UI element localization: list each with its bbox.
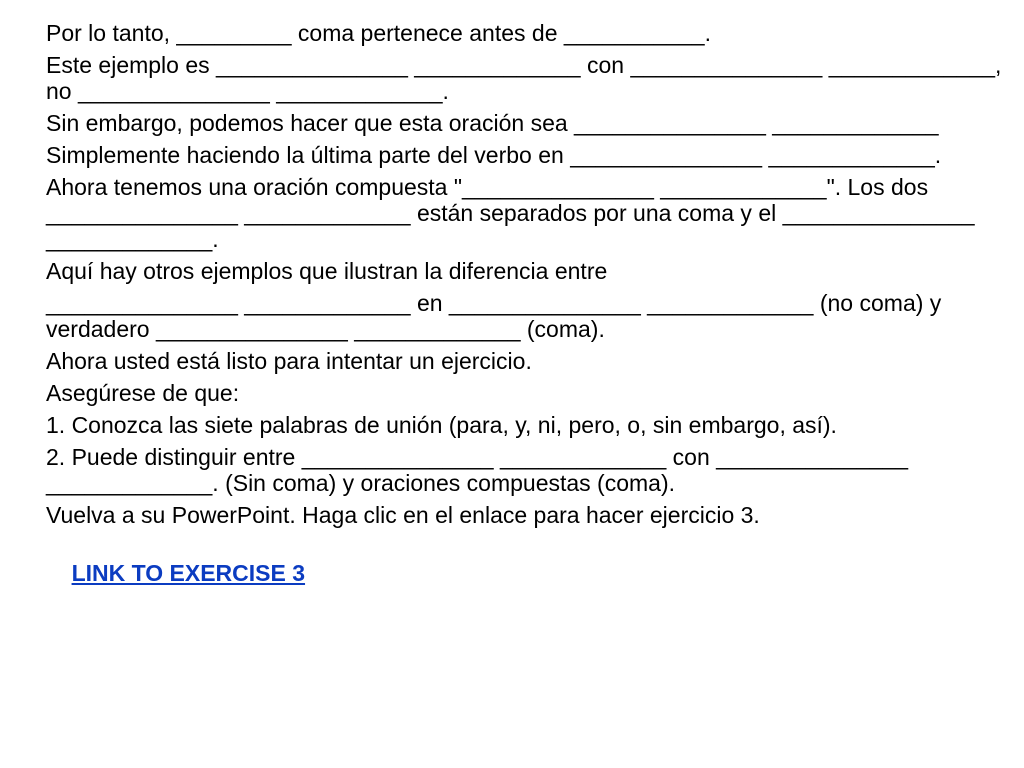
text-line-7: _______________ _____________ en _______________ _____________ (no coma) y verdadero _______________ _____________ (coma). (46, 290, 948, 342)
text-line-5: Ahora tenemos una oración compuesta "_______________ _____________". Los dos _______________ _____________ están separados por una coma y el _______________ _____________. (46, 174, 981, 252)
text-line-6: Aquí hay otros ejemplos que ilustran la diferencia entre (46, 258, 608, 284)
text-line-9: Asegúrese de que: (46, 380, 240, 406)
text-line-12: Vuelva a su PowerPoint. Haga clic en el enlace para hacer ejercicio 3. (46, 502, 760, 528)
text-line-10: 1. Conozca las siete palabras de unión (para, y, ni, pero, o, sin embargo, así). (46, 412, 837, 438)
exercise-3-link[interactable]: LINK TO EXERCISE 3 (71, 560, 306, 586)
text-line-11: 2. Puede distinguir entre _______________ _____________ con _______________ _____________. (Sin coma) y oraciones compuestas (coma). (46, 444, 915, 496)
text-line-4: Simplemente haciendo la última parte del verbo en _______________ _____________. (46, 142, 942, 168)
text-line-1: Por lo tanto, _________ coma pertenece antes de ___________. (46, 20, 711, 46)
text-line-8: Ahora usted está listo para intentar un ejercicio. (46, 348, 532, 374)
text-line-3: Sin embargo, podemos hacer que esta oración sea _______________ _____________ (46, 110, 939, 136)
text-line-2: Este ejemplo es _______________ _____________ con _______________ _____________, no _______________ _____________. (46, 52, 1008, 104)
